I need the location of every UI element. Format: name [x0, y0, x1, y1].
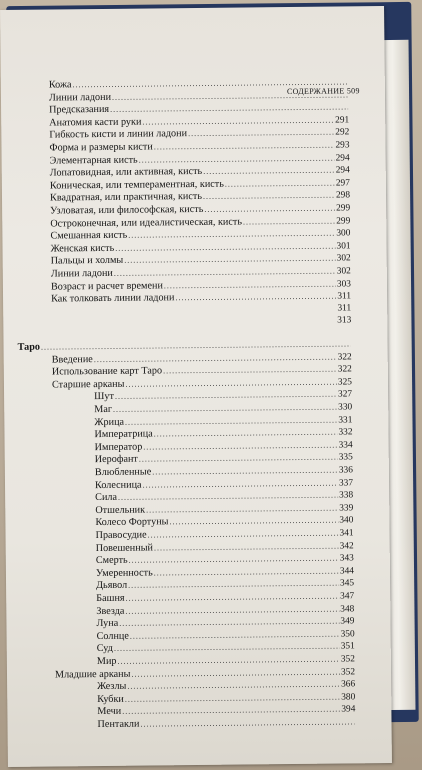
toc-page-number: 351	[340, 641, 355, 652]
dot-leader	[122, 705, 340, 716]
toc-entry-title: Император	[94, 441, 143, 453]
toc-entry-title: Узловатая, или философская, кисть	[50, 203, 204, 217]
running-head: СОДЕРЖАНИЕ 509	[286, 86, 360, 97]
toc-entry-title: Предсказания	[49, 104, 110, 116]
toc-entry-title: Влюбленные	[94, 466, 152, 479]
toc-entry-title: Шут	[94, 391, 114, 403]
toc-entry-title: Использование карт Таро	[51, 365, 163, 378]
toc-page-number: 322	[337, 364, 352, 375]
toc-entry-title: Коническая, или темпераментная, кисть	[49, 178, 224, 192]
toc-page-number: 302	[336, 253, 351, 264]
toc-entry-title: Суд	[96, 643, 113, 655]
toc-entry-title: Жезлы	[97, 680, 127, 693]
dot-leader	[225, 178, 335, 188]
toc-page-number: 335	[338, 452, 353, 463]
toc-entry-title: Жрица	[94, 416, 125, 428]
toc-page-number: 327	[337, 389, 353, 400]
toc-page-number: 299	[336, 215, 351, 227]
toc-page-number: 322	[337, 351, 352, 363]
toc-page-number: 347	[340, 591, 355, 602]
dot-leader	[125, 692, 340, 703]
toc-entry-title: Колесо Фортуны	[95, 516, 169, 529]
toc-entry-title: Колесница	[94, 479, 142, 491]
dot-leader	[143, 440, 337, 451]
toc-entry-title: Императрица	[94, 428, 153, 441]
dot-leader	[41, 339, 351, 351]
toc-entry-title	[51, 323, 336, 326]
dot-leader	[72, 77, 347, 89]
dot-leader	[129, 554, 339, 565]
dot-leader	[146, 503, 338, 514]
toc-entry-title: Квадратная, или практичная, кисть	[49, 191, 203, 204]
dot-leader	[115, 390, 337, 401]
dot-leader	[94, 352, 337, 364]
dot-leader	[128, 229, 335, 240]
toc-entry-title: Мечи	[97, 706, 122, 718]
toc-entry-title: Элементарная кисть	[49, 154, 138, 167]
dot-leader	[154, 428, 338, 439]
toc-page-number: 332	[338, 427, 353, 438]
dot-leader	[139, 153, 335, 164]
toc-page-number: 349	[340, 616, 355, 627]
toc-page-number: 338	[339, 490, 354, 501]
dot-leader	[204, 204, 335, 214]
dot-leader	[152, 466, 338, 477]
toc-page-number: 366	[341, 679, 356, 690]
dot-leader	[118, 491, 338, 502]
toc-page-number: 337	[338, 477, 354, 489]
dot-leader	[154, 541, 339, 552]
toc-entry-title: Луна	[96, 618, 119, 630]
toc-entry-title: Младшие арканы	[54, 668, 131, 681]
toc-page-number: 292	[335, 127, 350, 138]
dot-leader	[142, 478, 338, 489]
dot-leader	[117, 655, 339, 666]
dot-leader	[142, 115, 334, 126]
toc-entry-title: Женская кисть	[50, 242, 115, 255]
toc-entry-title: Кожа	[48, 79, 72, 91]
dot-leader	[169, 516, 338, 527]
dot-leader	[110, 103, 348, 114]
toc-entry-title: Таро	[17, 341, 41, 353]
toc-page-number: 297	[335, 178, 350, 189]
dot-leader	[124, 254, 335, 265]
toc-entry-title: Умеренность	[95, 567, 153, 579]
toc-page-number: 350	[340, 629, 355, 640]
dot-leader	[203, 191, 335, 201]
toc-entry-title: Солнце	[96, 630, 129, 642]
toc-entry-title: Смерть	[95, 554, 128, 567]
dot-leader	[164, 279, 336, 290]
toc-page-number: 293	[335, 140, 350, 151]
dot-leader	[203, 166, 335, 176]
toc-entry-title: Отшельник	[95, 504, 146, 516]
dot-leader	[188, 128, 334, 139]
toc-page-number: 325	[337, 377, 353, 388]
toc-entry-title: Повешенный	[95, 542, 154, 554]
toc-entry-title: Введение	[51, 353, 93, 366]
toc-entry-title: Иерофант	[94, 454, 138, 466]
dot-leader	[119, 617, 339, 628]
toc-entry-title: Звезда	[96, 605, 125, 617]
dot-leader	[154, 566, 339, 577]
dot-leader	[112, 90, 348, 101]
dot-leader	[125, 415, 337, 426]
dot-leader	[115, 241, 335, 252]
toc-entry-title: Маг	[94, 403, 113, 416]
toc-entry-title: Пальцы и холмы	[50, 255, 124, 267]
toc-page-number: 345	[339, 578, 355, 589]
toc-entry-title	[51, 310, 336, 313]
toc-entry-title: Форма и размеры кисти	[49, 141, 153, 154]
toc-entry-title: Кубки	[97, 693, 124, 705]
toc-page-number: 341	[339, 528, 354, 539]
toc-page-number: 348	[340, 603, 355, 615]
dot-leader	[125, 377, 337, 388]
dot-leader	[163, 365, 337, 376]
dot-leader	[139, 453, 338, 464]
toc-page-number: 313	[337, 315, 352, 326]
dot-leader	[114, 642, 340, 653]
dot-leader	[127, 680, 340, 691]
toc-page-number: 298	[335, 190, 351, 201]
toc-entry	[51, 316, 351, 332]
toc-page-number: 294	[335, 165, 350, 176]
dot-leader	[154, 141, 335, 152]
dot-leader	[243, 216, 335, 226]
toc-page-number: 291	[335, 115, 350, 126]
toc-page-number: 342	[339, 540, 354, 552]
dot-leader	[131, 667, 340, 678]
book-page	[0, 6, 392, 767]
dot-leader	[130, 629, 340, 640]
toc-page-number: 311	[337, 291, 352, 302]
toc-page-number: 331	[338, 414, 353, 426]
dot-leader	[126, 592, 340, 603]
toc-entry	[97, 716, 355, 732]
toc-page-number: 343	[339, 553, 354, 564]
toc-page-number: 301	[336, 241, 351, 252]
dot-leader	[140, 717, 354, 728]
dot-leader	[175, 292, 336, 303]
toc-page-number: 334	[338, 440, 353, 451]
toc-page-number: 311	[337, 303, 352, 314]
toc-entry-title: Анатомия касти руки	[49, 116, 142, 129]
toc-entry-title: Смешанная кисть	[50, 229, 128, 242]
toc-entry-title: Башня	[96, 592, 125, 605]
toc-page-number: 344	[339, 566, 354, 577]
toc-entry-title: Мир	[96, 655, 117, 668]
dot-leader	[114, 267, 336, 278]
toc-entry-title: Возраст и расчет времени	[50, 279, 163, 293]
toc-page-number: 330	[338, 402, 353, 413]
toc-page-number: 352	[340, 666, 356, 678]
dot-leader	[128, 579, 339, 590]
toc-entry-title: Старшие арканы	[51, 378, 125, 391]
toc-page-number: 380	[341, 692, 356, 703]
toc-page-number: 336	[338, 465, 353, 476]
toc-entry-title: Сила	[95, 492, 118, 504]
toc-entry-title: Пентакли	[97, 718, 140, 731]
toc-page-number: 352	[340, 654, 355, 665]
toc-entry-title: Как толковать линии ладони	[51, 292, 175, 305]
toc-page-number: 294	[335, 152, 350, 164]
toc-entry-title: Дьявол	[96, 580, 128, 592]
dot-leader	[148, 529, 339, 540]
toc-entry-title: Остроконечная, или идеалистическая, кисть	[50, 216, 243, 230]
toc-page-number: 394	[341, 704, 356, 715]
toc-page-number: 303	[336, 278, 351, 290]
toc-page-number: 340	[339, 515, 354, 526]
toc-entry-title: Правосудие	[95, 529, 147, 542]
toc-page-number: 300	[336, 228, 351, 239]
toc-entry-title: Линии ладони	[48, 91, 112, 104]
toc-entry-title: Лопатовидная, или активная, кисть	[49, 166, 203, 179]
toc-entry-title: Линии ладони	[50, 267, 113, 280]
toc-page-number: 339	[339, 503, 354, 514]
toc-page-number: 302	[336, 266, 351, 277]
toc-entry-title: Гибкость кисти и линии ладони	[49, 128, 188, 141]
toc-page-number: 299	[336, 203, 351, 214]
dot-leader	[113, 403, 337, 414]
dot-leader	[125, 604, 339, 615]
